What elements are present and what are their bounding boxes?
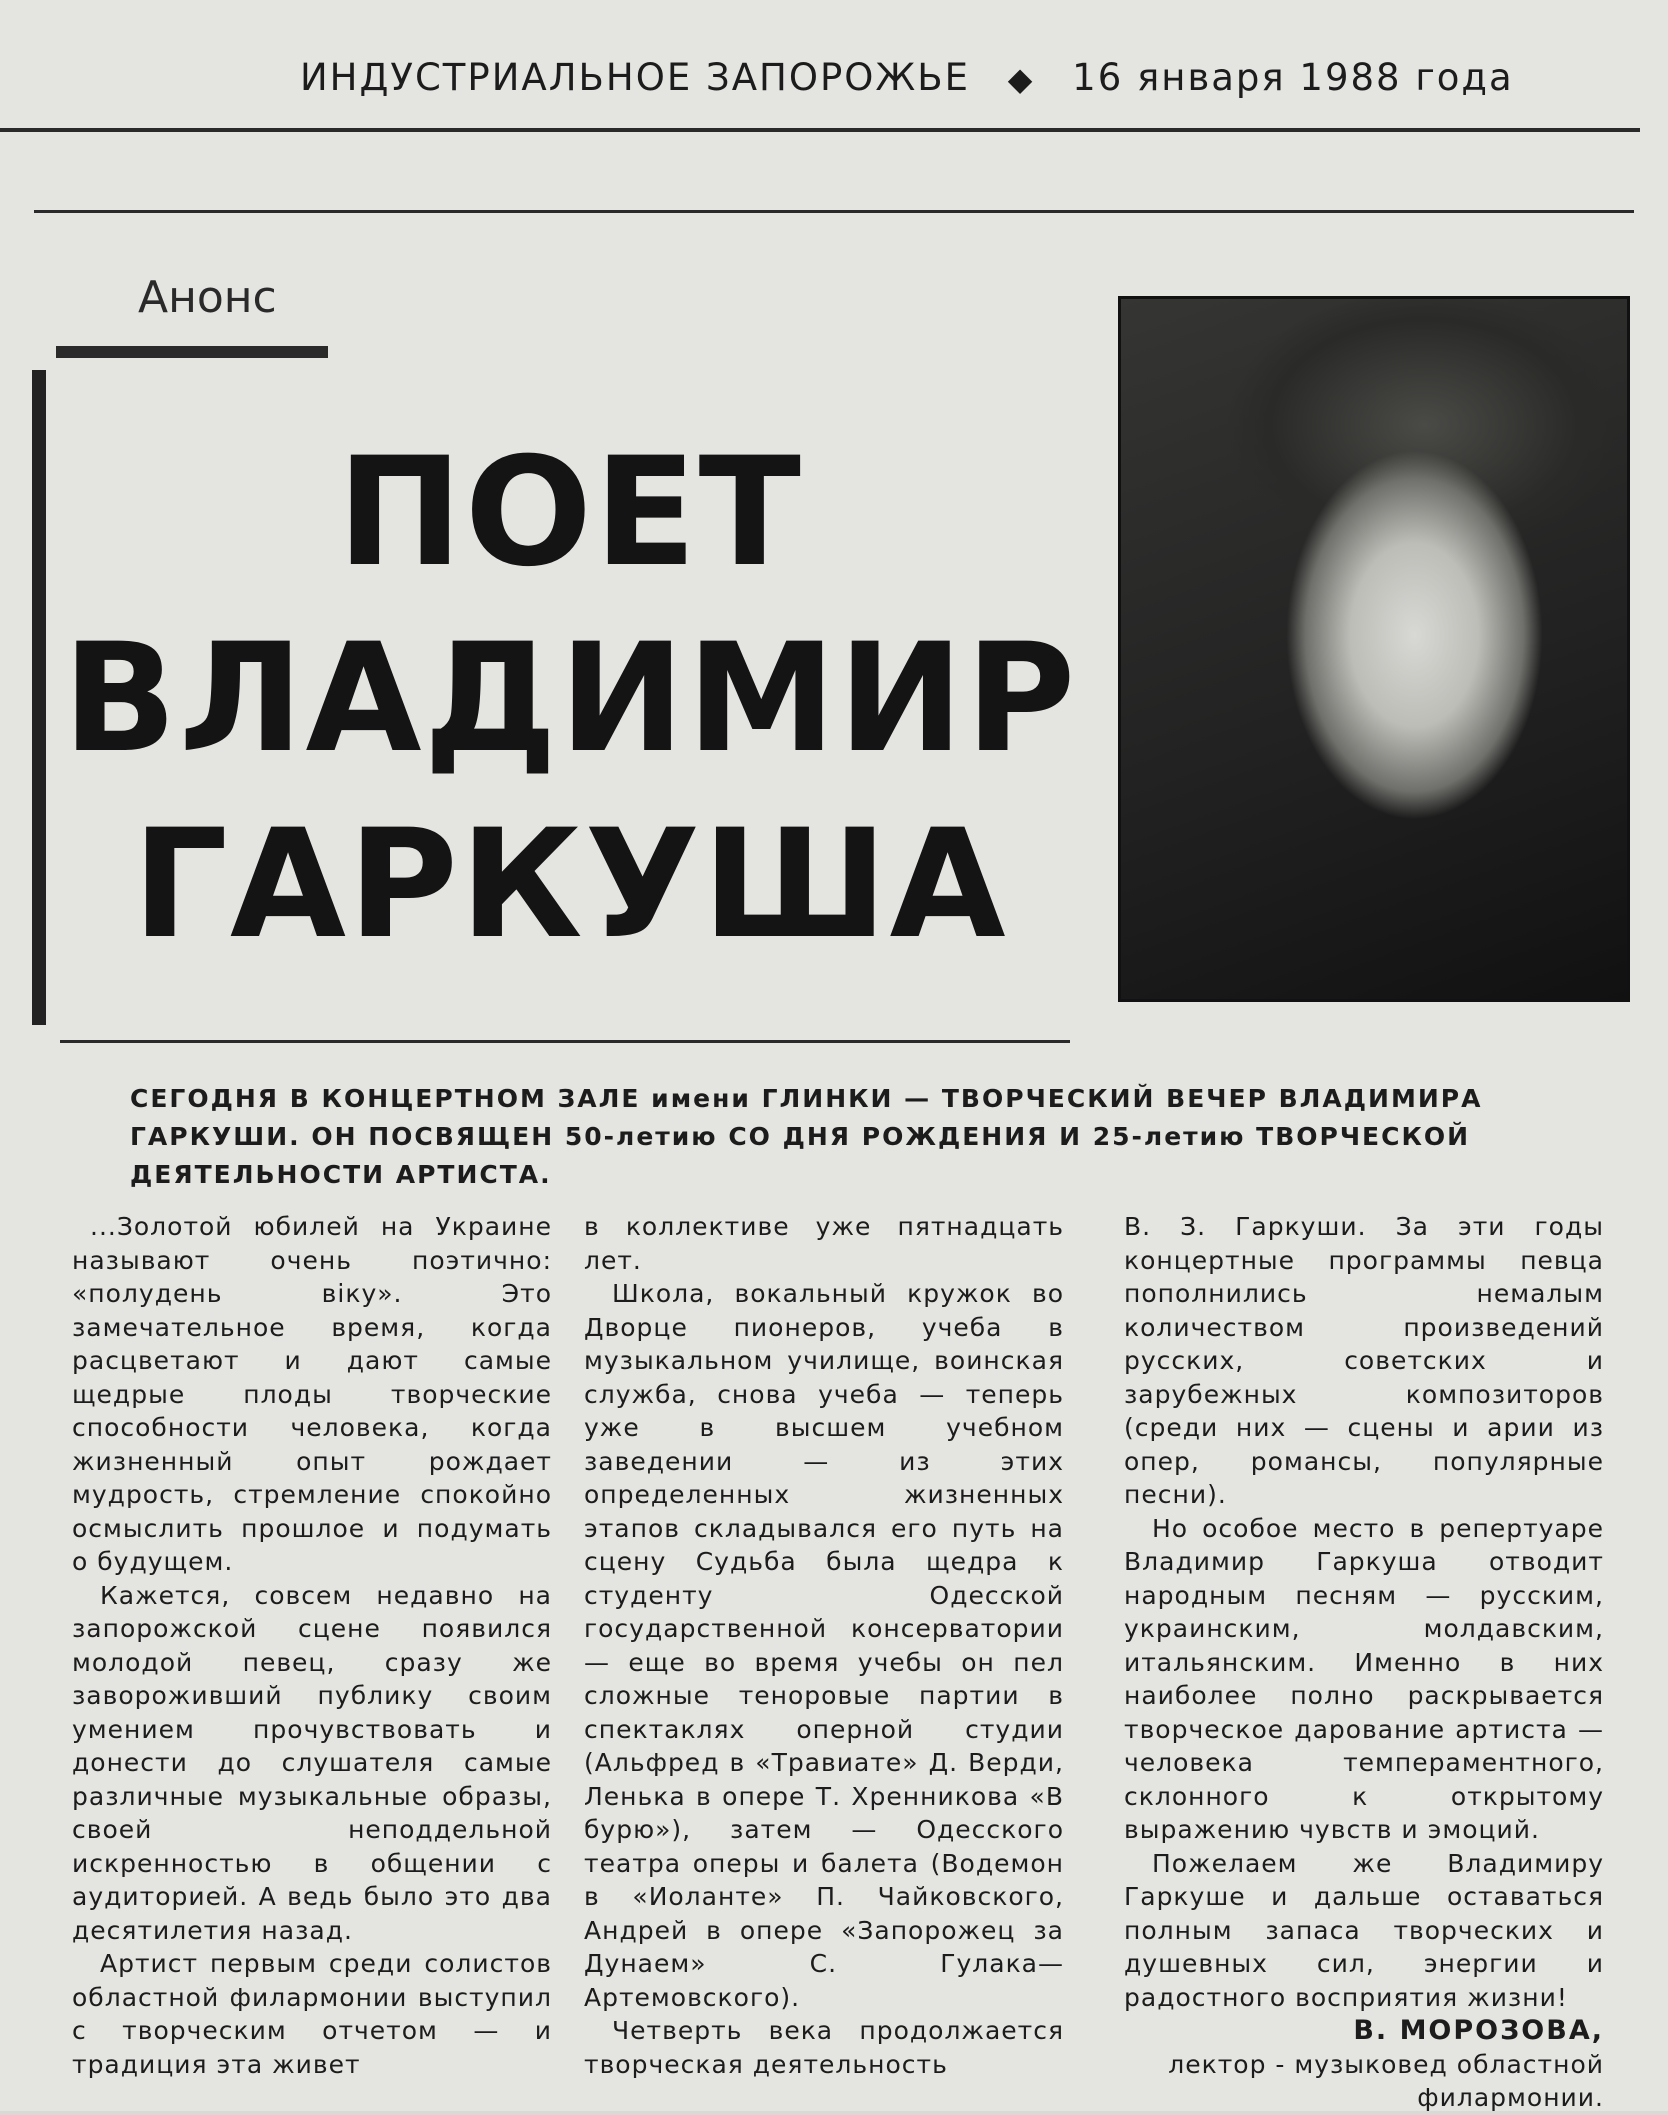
paragraph: в коллективе уже пятнадцать лет. bbox=[584, 1212, 1064, 1275]
author-signature: В. МОРОЗОВА, bbox=[1353, 2015, 1604, 2046]
paragraph: Кажется, совсем недавно на запорожской сцене появился молодой певец, сразу же заворoживший публику своим умением прочувствовать и донести до слушателя самые различные музыкальные образы, своей неподдельной искренностью в общении с аудиторией. А ведь было это два десятилетия назад. bbox=[72, 1580, 552, 1945]
paragraph: Школа, вокальный кружок во Дворце пионеров, учеба в музыкальном училище, воинская служба, снова учеба — теперь уже в высшем учебном заведении — из этих определенных жизненных этапов складывался его путь на сцену Судьба была щедра к студенту Одесской государственной консерватории — еще во время учебы он пел сложные теноровые партии в спектаклях оперной студии (Альфред в «Травиате» Д. Верди, Ленька в опере Т. Хренникова «В бурю»), затем — Одесского театра оперы и балета (Водемон в «Иоланте» П. Чайковского, Андрей в опере «Запорожец за Дунаем» С. Гулака—Артемовского). bbox=[584, 1279, 1064, 2012]
headline-line-2: ВЛАДИМИР bbox=[62, 612, 1078, 786]
author-title: лектор - музыковед областной филармонии. bbox=[1168, 2049, 1604, 2112]
masthead-rule bbox=[0, 128, 1640, 132]
lede: СЕГОДНЯ В КОНЦЕРТНОМ ЗАЛЕ имени ГЛИНКИ — ТВОРЧЕСКИЙ ВЕЧЕР ВЛАДИМИРА ГАРКУШИ. ОН ПОСВЯЩЕН 50-летию СО ДНЯ РОЖДЕНИЯ И 25-летию ТВОРЧЕСКОЙ ДЕЯТЕЛЬНОСТИ АРТИСТА. bbox=[130, 1084, 1483, 1189]
headline-line-3: ГАРКУША bbox=[132, 798, 1008, 972]
headline bbox=[60, 420, 1080, 978]
article-column-3 bbox=[1124, 1210, 1604, 2115]
paragraph: Пожелаем же Владимиру Гаркуше и дальше оставаться полным запаса творческих и душевных сил, энергии и радостного восприятия жизни! bbox=[1124, 1848, 1604, 2012]
paragraph: ...Золотой юбилей на Украине называют очень поэтично: «полудень віку». Это замечательное время, когда расцветают и дают самые щедрые плоды творческие способности человека, когда жизненный опыт рождает мудрость, стремление спокойно осмыслить прошлое и подумать о будущем. bbox=[72, 1212, 552, 1576]
diamond-icon: ◆ bbox=[1007, 60, 1035, 98]
rubric-label: Анонс bbox=[138, 272, 277, 323]
article-column-1 bbox=[72, 1210, 552, 2081]
headline-line-1: ПОЕТ bbox=[337, 426, 803, 600]
paragraph: В. З. Гаркуши. За эти годы концертные программы певца пополнились немалым количеством произведений русских, советских и зарубежных композиторов (среди них — сцены и арии из опер, романсы, популярные песни). bbox=[1124, 1212, 1604, 1509]
paragraph: Артист первым среди солистов областной филармонии выступил с творческим отчетом — и традиция эта живет bbox=[72, 1949, 552, 2079]
rubric-bar bbox=[56, 346, 328, 358]
issue-date: 16 января 1988 года bbox=[1072, 56, 1514, 99]
paragraph: Четверть века продолжается творческая деятельность bbox=[584, 2016, 1064, 2079]
newspaper-name: ИНДУСТРИАЛЬНОЕ ЗАПОРОЖЬЕ bbox=[300, 56, 971, 99]
masthead bbox=[300, 56, 1610, 106]
paragraph: Но особое место в репертуаре Владимир Гаркуша отводит народным песням — русским, украинским, молдавским, итальянским. Именно в них наиболее полно раскрывается творческое дарование артиста — человека темпераментного, склонного к открытому выражению чувств и эмоций. bbox=[1124, 1513, 1604, 1844]
article-column-2 bbox=[584, 1210, 1064, 2081]
portrait-photo bbox=[1118, 296, 1630, 1002]
section-rule bbox=[34, 210, 1634, 213]
headline-bottom-rule bbox=[60, 1040, 1070, 1043]
frame-left-bar bbox=[32, 370, 46, 1025]
